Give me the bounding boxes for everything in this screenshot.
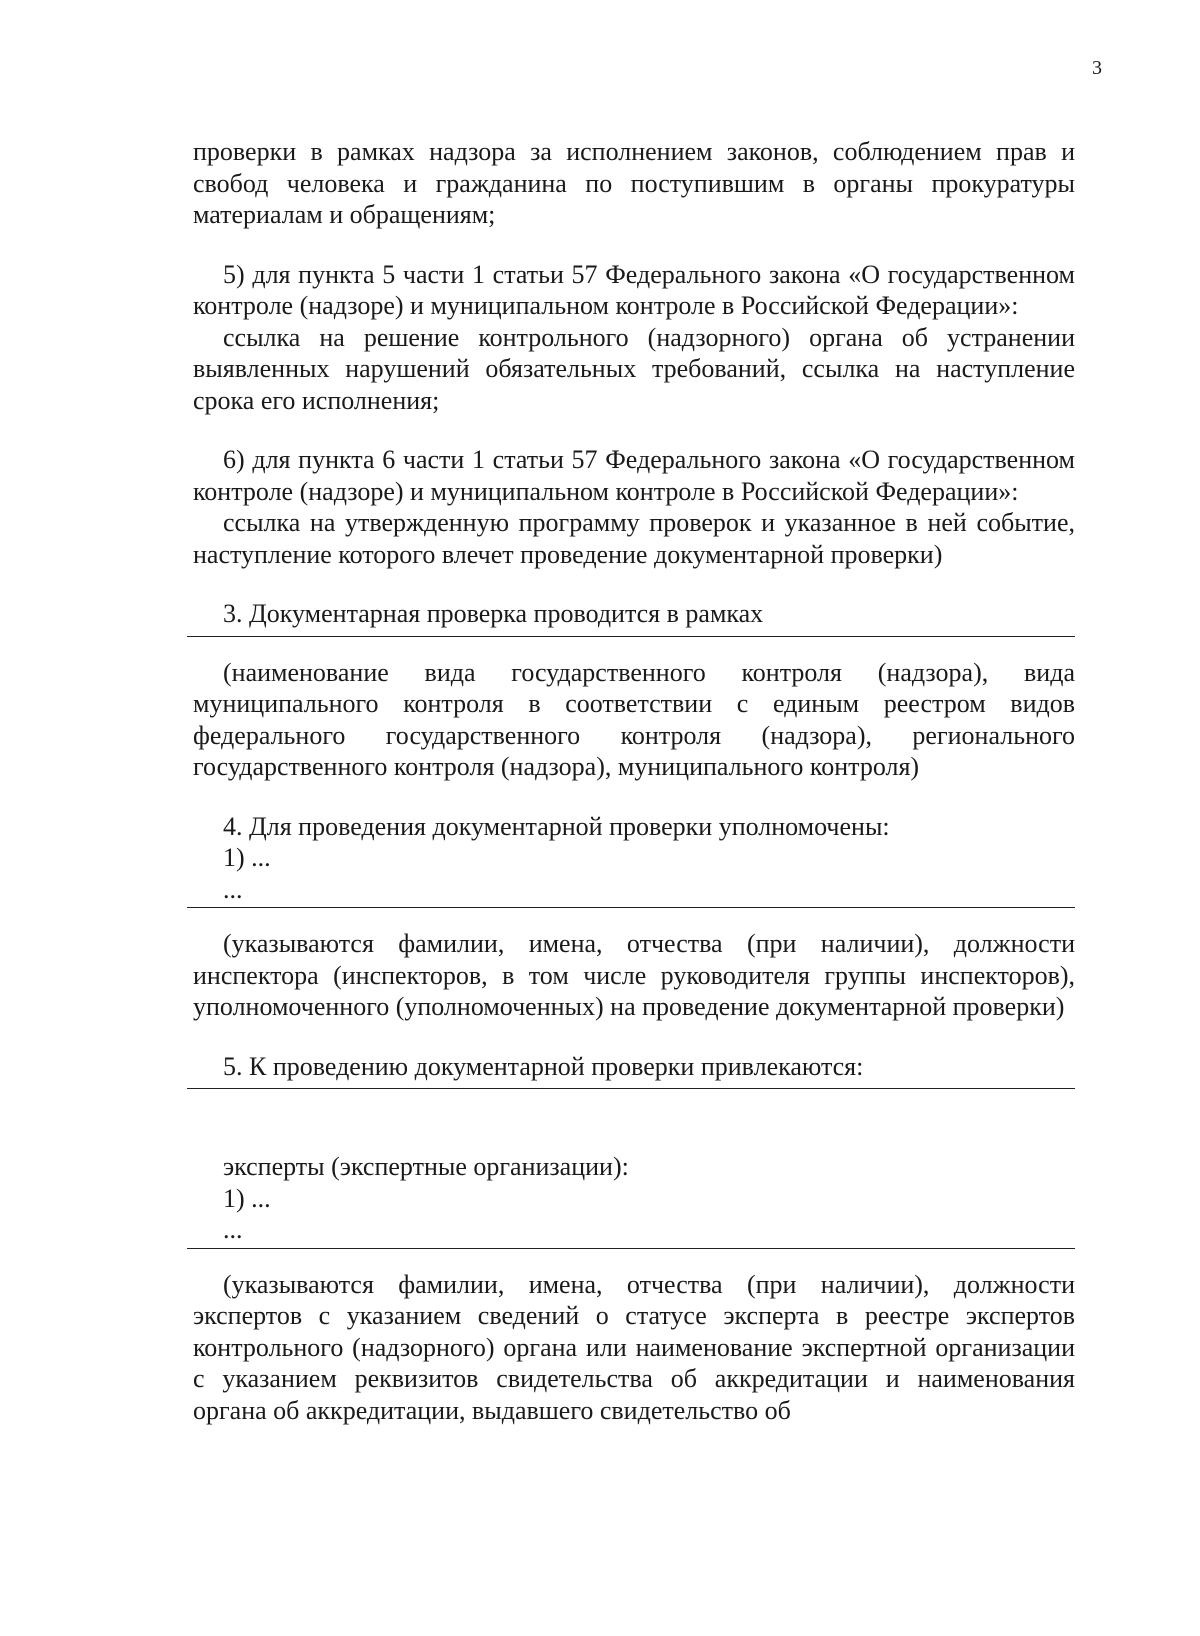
section-4-ellipsis: ... bbox=[223, 874, 243, 904]
section-5-note: (указываются фамилии, имена, отчества (при наличии), должности экспертов с указанием сведений о статусе эксперта в реестре экспертов контрольного (надзорного) органа или наименование экспертной организации с указанием реквизитов свидетельства об аккредитации и наименования органа об аккредитации, выдавшего свидетельство об bbox=[193, 1269, 1075, 1425]
paragraph-item-6: 6) для пункта 6 части 1 статьи 57 Федерального закона «О государственном контроле (надзоре) и муниципальном контроле в Российской Федерации»: bbox=[193, 445, 1075, 506]
paragraph-prosecutor-checks: проверки в рамках надзора за исполнением законов, соблюдением прав и свобод человека и гражданина по поступившим в органы прокуратуры материалам и обращениям; bbox=[193, 137, 1075, 229]
fill-in-line bbox=[187, 636, 1075, 637]
blank-space bbox=[193, 1089, 1075, 1151]
section-5-heading: 5. К проведению документарной проверки привлекаются: bbox=[223, 1051, 864, 1081]
section-4-note: (указываются фамилии, имена, отчества (при наличии), должности инспектора (инспекторов, в том числе руководителя группы инспекторов), уполномоченного (уполномоченных) на проведение документарной проверки) bbox=[193, 929, 1075, 1021]
section-3-note: (наименование вида государственного контроля (надзора), вида муниципального контроля в соответствии с единым реестром видов федерального государственного контроля (надзора), регионального государственного контроля (надзора), муниципального контроля) bbox=[193, 657, 1075, 781]
paragraph-item-5: 5) для пункта 5 части 1 статьи 57 Федерального закона «О государственном контроле (надзоре) и муниципальном контроле в Российской Федерации»: bbox=[193, 259, 1075, 320]
paragraph-item-6-reference: ссылка на утвержденную программу проверок и указанное в ней событие, наступление которого влечет проведение документарной проверки) bbox=[193, 508, 1075, 569]
section-5-experts-label: эксперты (экспертные организации): bbox=[223, 1152, 629, 1181]
section-4-heading: 4. Для проведения документарной проверки уполномочены: bbox=[223, 811, 890, 841]
section-4-list-item: 1) ... bbox=[223, 843, 271, 872]
section-3-heading: 3. Документарная проверка проводится в рамках bbox=[223, 599, 764, 628]
fill-in-line bbox=[187, 907, 1075, 908]
page-number: 3 bbox=[1092, 57, 1102, 79]
document-body bbox=[193, 136, 1075, 1426]
section-5-list-item: 1) ... bbox=[223, 1183, 271, 1213]
section-5-ellipsis: ... bbox=[223, 1215, 243, 1244]
fill-in-line bbox=[187, 1248, 1075, 1249]
paragraph-item-5-reference: ссылка на решение контрольного (надзорного) органа об устранении выявленных нарушений обязательных требований, ссылка на наступление срока его исполнения; bbox=[193, 322, 1075, 415]
